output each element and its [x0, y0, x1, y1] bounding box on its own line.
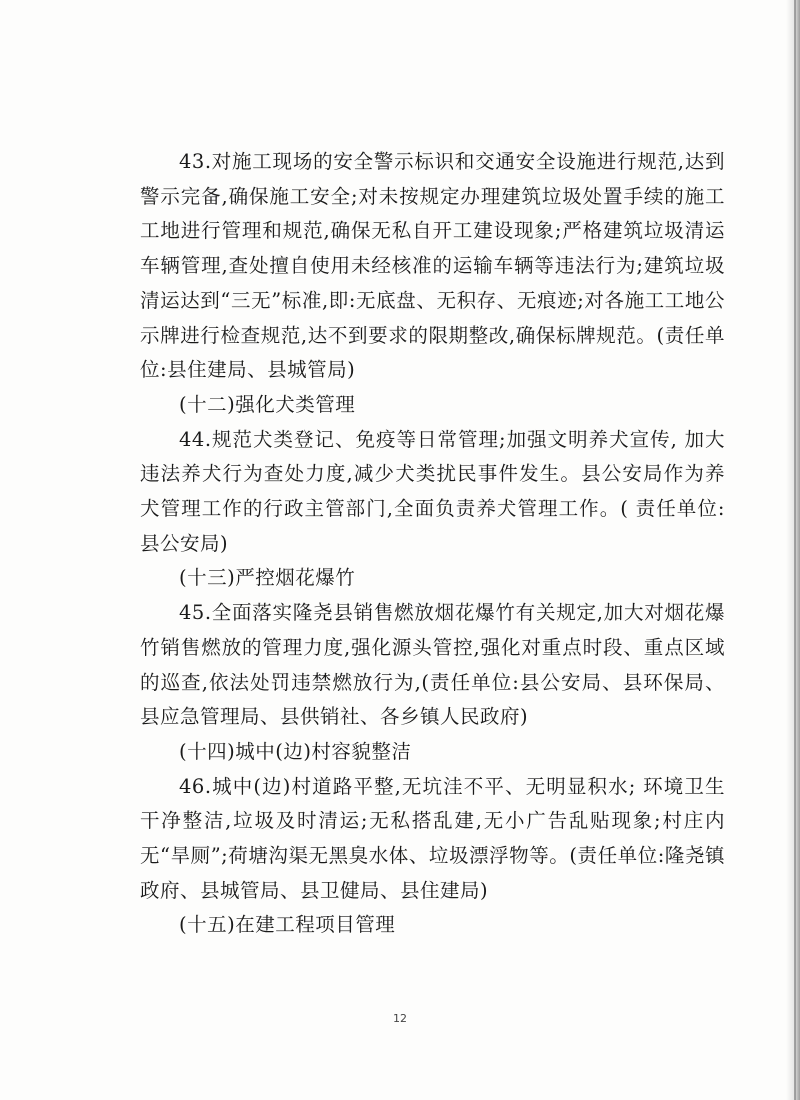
section-heading-12: (十二)强化犬类管理	[179, 392, 356, 416]
paragraph-43: 43.对施工现场的安全警示标识和交通安全设施进行规范,达到警示完备,确保施工安全;对未按规定办理建筑垃圾处置手续的施工工地进行管理和规范,确保无私自开工建设现象;严格建筑垃圾清运车辆管理,查处擅自使用未经核准的运输车辆等违法行为;建筑垃圾清运达到“三无”标准,即:无底盘、无积存、无痕迹;对各施工工地公示牌进行检查规范,达不到要求的限期整改,确保标牌规范。(责任单位:县住建局、县城管局)	[140, 150, 725, 382]
scan-edge-shadow	[786, 0, 800, 1100]
paragraph-45: 45.全面落实隆尧县销售燃放烟花爆竹有关规定,加大对烟花爆竹销售燃放的管理力度,强化源头管控,强化对重点时段、重点区域的巡查,依法处罚违禁燃放行为,(责任单位:县公安局、县环保局、县应急管理局、县供销社、各乡镇人民政府)	[140, 601, 725, 729]
paragraph-46: 46.城中(边)村道路平整,无坑洼不平、无明显积水; 环境卫生干净整洁,垃圾及时清运;无私搭乱建,无小广告乱贴现象;村庄内无“旱厕”;荷塘沟渠无黑臭水体、垃圾漂浮物等。(责任单位:隆尧镇政府、县城管局、县卫健局、县住建局)	[140, 774, 725, 902]
section-heading-15: (十五)在建工程项目管理	[179, 913, 396, 937]
section-heading-14: (十四)城中(边)村容貌整洁	[179, 739, 412, 763]
section-heading-13: (十三)严控烟花爆竹	[179, 566, 356, 590]
document-body	[140, 145, 725, 943]
scan-edge-line	[794, 0, 796, 1100]
paragraph-44: 44.规范犬类登记、免疫等日常管理;加强文明养犬宣传, 加大违法养犬行为查处力度,减少犬类扰民事件发生。县公安局作为养犬管理工作的行政主管部门,全面负责养犬管理工作。( 责任单位: 县公安局)	[140, 427, 725, 555]
page-number: 12	[393, 1012, 407, 1025]
